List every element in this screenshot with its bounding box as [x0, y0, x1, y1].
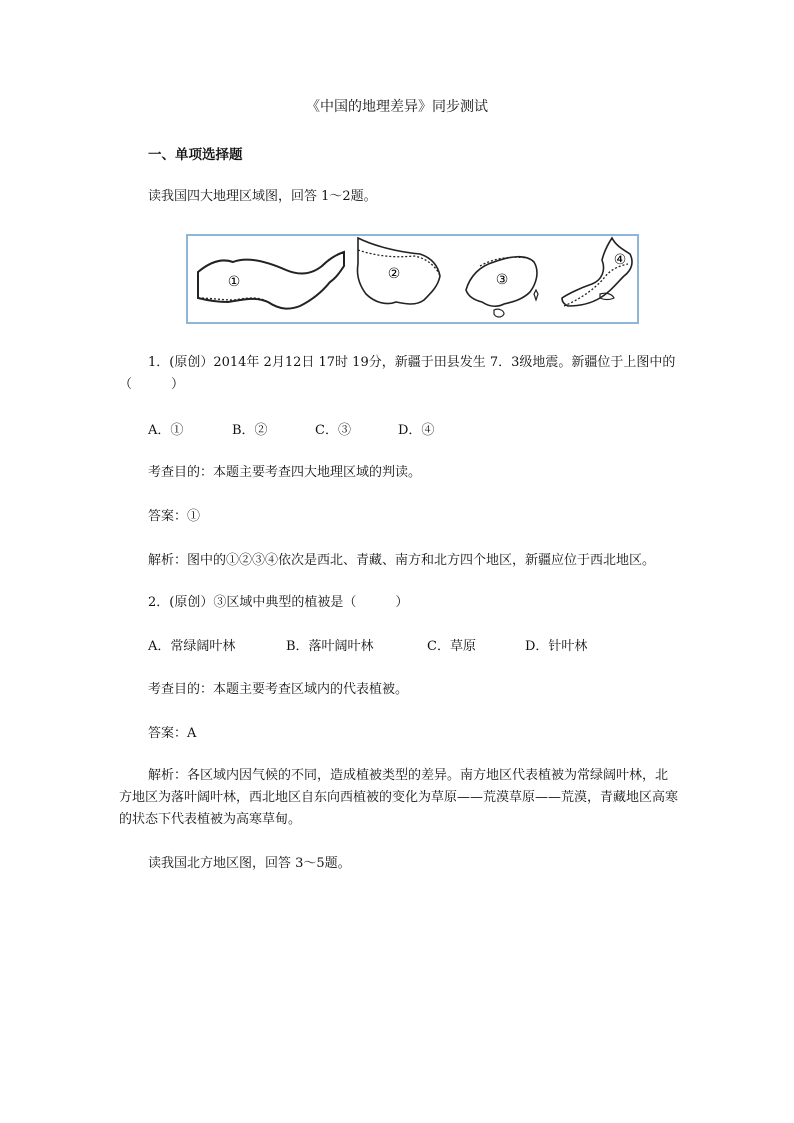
question-1-text: 1．(原创）2014年 2月12日 17时 19分，新疆于田县发生 7．3级地震。新疆位于上图中的（ ）	[119, 355, 676, 392]
q2-option-c: C．草原	[427, 639, 476, 654]
region-label-2: ②	[387, 266, 401, 282]
region-label-1: ①	[227, 274, 241, 290]
hainan-island	[494, 309, 504, 317]
question-2-options	[148, 635, 628, 657]
region-label-4: ④	[613, 252, 627, 268]
intro-text-2: 读我国北方地区图，回答 3～5题。	[148, 856, 351, 871]
page-title: 《中国的地理差异》同步测试	[306, 99, 488, 115]
regions-map-drawing	[188, 236, 637, 322]
q2-option-d: D．针叶林	[525, 639, 588, 654]
q1-option-a: A．①	[148, 423, 184, 438]
q2-option-a: A．常绿阔叶林	[148, 639, 236, 654]
q2-purpose: 考查目的：本题主要考查区域内的代表植被。	[148, 682, 409, 697]
q1-option-b: B．②	[232, 423, 268, 438]
q2-option-b: B．落叶阔叶林	[286, 639, 374, 654]
q1-answer: 答案：①	[148, 509, 201, 524]
taiwan-island	[534, 290, 538, 300]
regions-map	[186, 234, 639, 324]
q1-option-c: C．③	[315, 423, 351, 438]
region-label-3: ③	[495, 272, 509, 288]
q1-option-d: D．④	[398, 423, 435, 438]
q1-purpose: 考查目的：本题主要考查四大地理区域的判读。	[148, 465, 422, 480]
q2-answer: 答案：A	[148, 726, 197, 741]
question-2-text: 2．(原创）③区域中典型的植被是（ ）	[148, 595, 409, 610]
section-heading: 一、单项选择题	[148, 147, 243, 163]
question-1-options	[148, 419, 628, 441]
q2-analysis: 解析：各区域内因气候的不同，造成植被类型的差异。南方地区代表植被为常绿阔叶林，北方地区为落叶阔叶林，西北地区自东向西植被的变化为草原——荒漠草原——荒漠，青藏地区高寒的状态下代表植被为高寒草甸。	[119, 768, 679, 827]
region-northwest-outline	[198, 252, 344, 309]
region-north-outline	[562, 238, 632, 306]
intro-text-1: 读我国四大地理区域图，回答 1～2题。	[148, 189, 377, 204]
q1-analysis: 解析：图中的①②③④依次是西北、青藏、南方和北方四个地区，新疆应位于西北地区。	[148, 553, 656, 568]
